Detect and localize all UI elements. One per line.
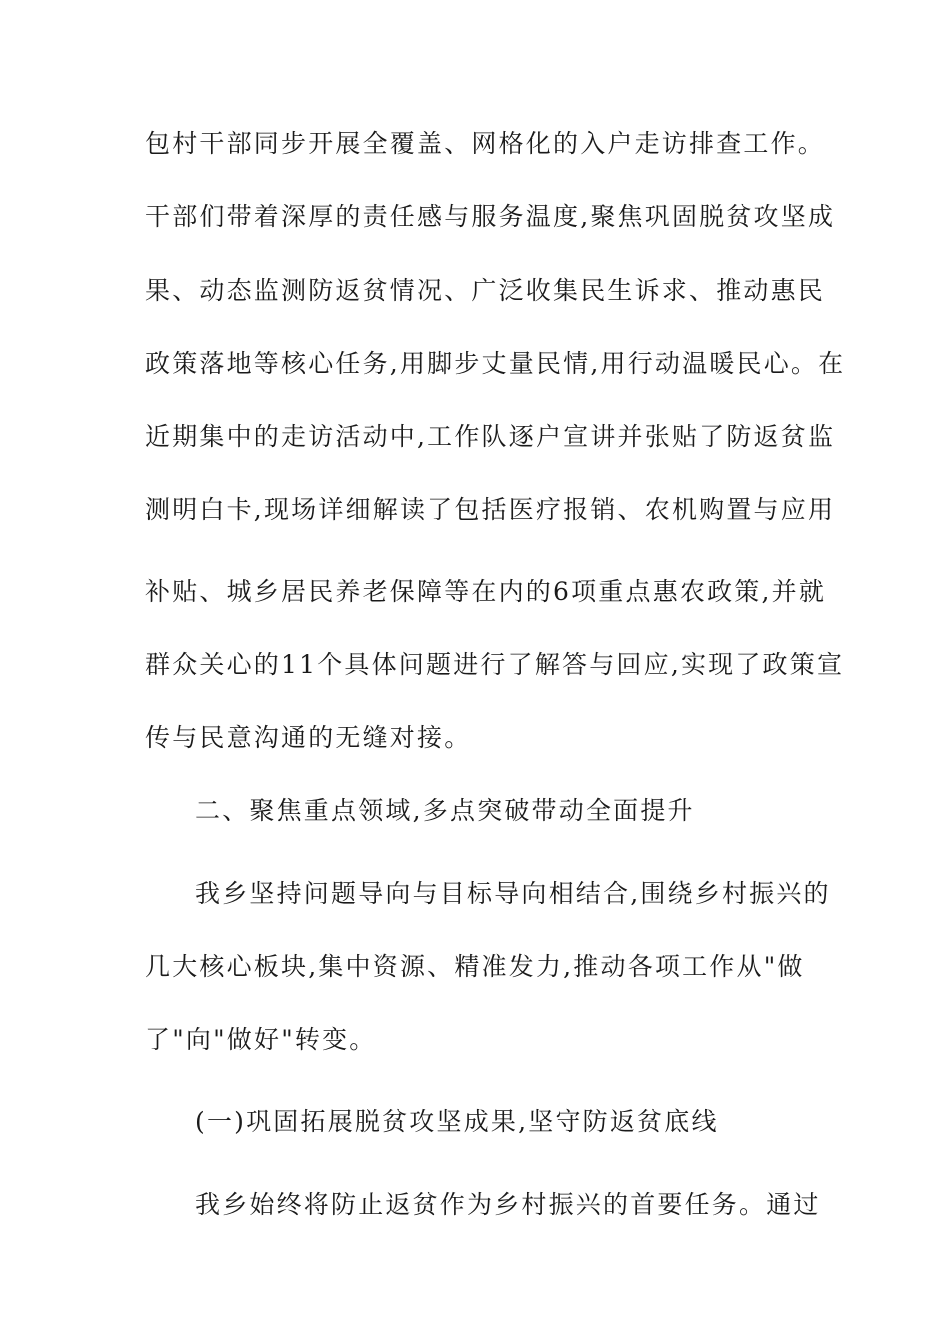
paragraph-line: 干部们带着深厚的责任感与服务温度,聚焦巩固脱贫攻坚成 [145,202,836,231]
paragraph-line: 测明白卡,现场详细解读了包括医疗报销、农机购置与应用 [145,495,836,524]
paragraph-line: 我乡坚持问题导向与目标导向相结合,围绕乡村振兴的 [195,879,831,908]
paragraph-line: 补贴、城乡居民养老保障等在内的6项重点惠农政策,并就 [145,577,827,606]
subsection-heading: (一)巩固拓展脱贫攻坚成果,坚守防返贫底线 [195,1107,719,1136]
paragraph-line: 了"向"做好"转变。 [145,1025,377,1054]
paragraph-line: 政策落地等核心任务,用脚步丈量民情,用行动温暖民心。在 [145,349,846,378]
paragraph-line: 传与民意沟通的无缝对接。 [145,723,472,752]
paragraph-line: 果、动态监测防返贫情况、广泛收集民生诉求、推动惠民 [145,276,826,305]
paragraph-line: 近期集中的走访活动中,工作队逐户宣讲并张贴了防返贫监 [145,422,836,451]
paragraph-line: 包村干部同步开展全覆盖、网格化的入户走访排查工作。 [145,129,826,158]
paragraph-line: 我乡始终将防止返贫作为乡村振兴的首要任务。通过 [195,1190,821,1219]
paragraph-line: 群众关心的11个具体问题进行了解答与回应,实现了政策宣 [145,650,845,679]
section-heading: 二、聚焦重点领域,多点突破带动全面提升 [195,796,695,825]
paragraph-line: 几大核心板块,集中资源、精准发力,推动各项工作从"做 [145,952,805,981]
